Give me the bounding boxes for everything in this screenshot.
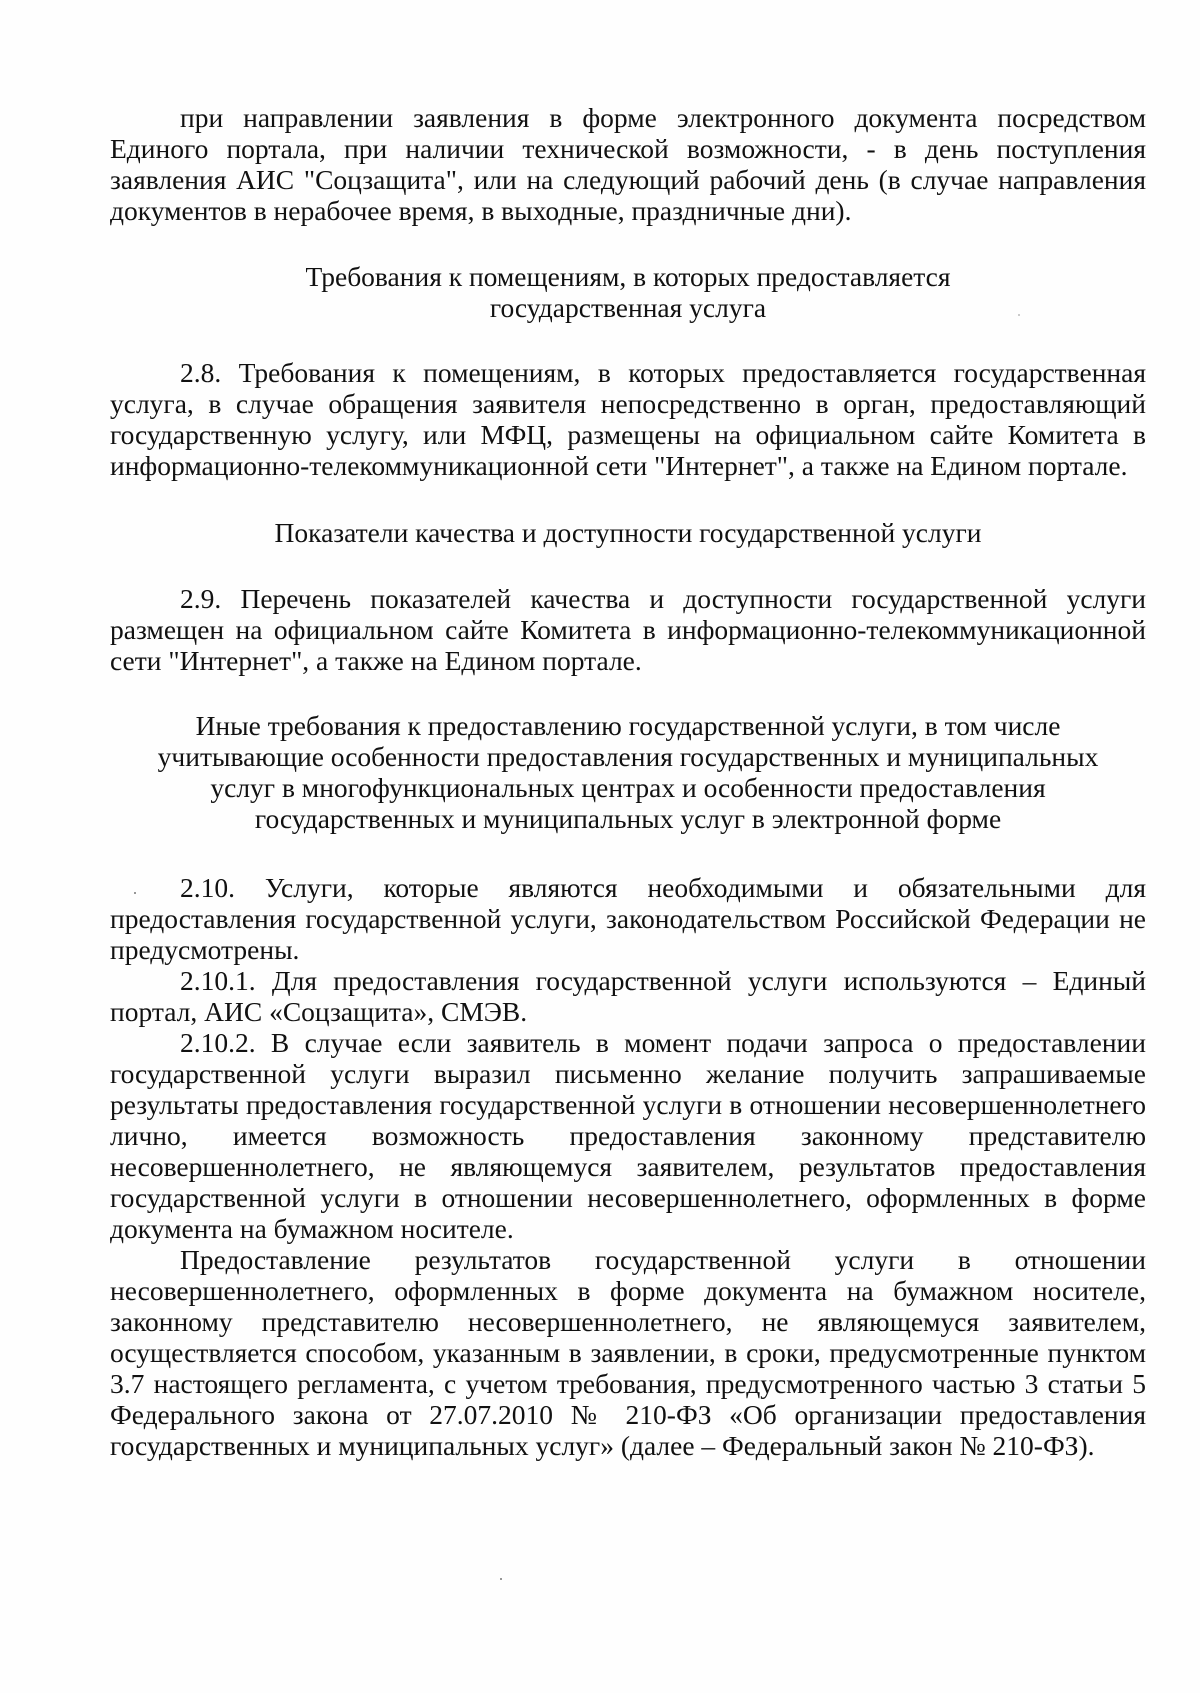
heading-line: Требования к помещениям, в которых предоставляется: [305, 261, 951, 292]
heading-line: услуг в многофункциональных центрах и особенности предоставления: [210, 772, 1046, 803]
paragraph-2-10-1: 2.10.1. Для предоставления государственной услуги используются – Единый портал, АИС «Соцзащита», СМЭВ.: [110, 965, 1146, 1027]
spacer: [110, 834, 1146, 872]
spacer: [110, 481, 1146, 517]
spacer: [110, 323, 1146, 357]
paragraph-intro: при направлении заявления в форме электронного документа посредством Единого портала, при наличии технической возможности, - в день поступления заявления АИС "Соцзащита", или на следующий рабочий день (в случае направления документов в нерабочее время, в выходные, праздничные дни).: [110, 102, 1146, 226]
section-heading-premises: [110, 261, 1146, 323]
section-heading-quality: Показатели качества и доступности государственной услуги: [274, 517, 982, 548]
spacer: [110, 226, 1146, 261]
paragraph-2-10-2: 2.10.2. В случае если заявитель в момент подачи запроса о предоставлении государственной услуги выразил письменно желание получить запрашиваемые результаты предоставления государственной услуги в отношении несовершеннолетнего лично, имеется возможность предоставления законному представителю несовершеннолетнего, не являющемуся заявителем, результатов предоставления государственной услуги в отношении несовершеннолетнего, оформленных в форме документа на бумажном носителе.: [110, 1027, 1146, 1244]
paragraph-2-10: 2.10. Услуги, которые являются необходимыми и обязательными для предоставления государственной услуги, законодательством Российской Федерации не предусмотрены.: [110, 872, 1146, 965]
paragraph-results: Предоставление результатов государственной услуги в отношении несовершеннолетнего, оформленных в форме документа на бумажном носителе, законному представителю несовершеннолетнего, не являющемуся заявителем, осуществляется способом, указанным в заявлении, в сроки, предусмотренные пунктом 3.7 настоящего регламента, с учетом требования, предусмотренного частью 3 статьи 5 Федерального закона от 27.07.2010 № 210-ФЗ «Об организации предоставления государственных и муниципальных услуг» (далее – Федеральный закон № 210-ФЗ).: [110, 1244, 1146, 1461]
heading-line: государственных и муниципальных услуг в электронной форме: [254, 803, 1002, 834]
spacer: [110, 676, 1146, 710]
heading-line: Иные требования к предоставлению государственной услуги, в том числе: [195, 710, 1061, 741]
scan-speck: [500, 1578, 502, 1580]
section-heading-other-requirements: [110, 710, 1146, 834]
document-body: [110, 102, 1146, 1461]
paragraph-2-8: 2.8. Требования к помещениям, в которых предоставляется государственная услуга, в случае обращения заявителя непосредственно в орган, предоставляющий государственную услугу, или МФЦ, размещены на официальном сайте Комитета в информационно-телекоммуникационной сети "Интернет", а также на Едином портале.: [110, 357, 1146, 481]
paragraph-2-9: 2.9. Перечень показателей качества и доступности государственной услуги размещен на официальном сайте Комитета в информационно-телекоммуникационной сети "Интернет", а также на Едином портале.: [110, 583, 1146, 676]
spacer: [110, 548, 1146, 583]
scan-speck: [134, 892, 136, 894]
heading-line: учитывающие особенности предоставления государственных и муниципальных: [157, 741, 1099, 772]
scan-speck: [1018, 314, 1020, 316]
heading-line: государственная услуга: [489, 292, 767, 323]
